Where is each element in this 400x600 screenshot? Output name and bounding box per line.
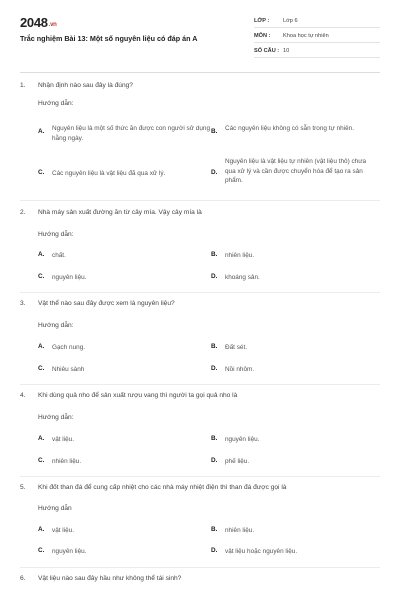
option-letter: D. <box>211 365 218 372</box>
question-text: Vật thể nào sau đây được xem là nguyên liệu? <box>38 300 175 307</box>
option-text: nguyên liệu. <box>52 274 87 281</box>
question-number: 1. <box>20 82 26 89</box>
question-number: 4. <box>20 392 26 399</box>
option-text: Đất sét. <box>225 344 248 351</box>
option-letter: D. <box>211 169 218 176</box>
option-text: nguyên liệu. <box>52 548 87 555</box>
logo-text: 2048 <box>20 15 48 30</box>
question-divider <box>20 567 380 568</box>
question-number: 2. <box>20 209 26 216</box>
question-number: 3. <box>20 300 26 307</box>
option-letter: B. <box>211 526 218 533</box>
meta-value: Khoa học tự nhiên <box>283 33 329 39</box>
option-text: Nguyên liệu là một số thức ăn được con người sử dụng hằng ngày. <box>52 125 211 142</box>
guide-label: Hướng dẫn: <box>38 100 74 107</box>
option-letter: B. <box>211 128 218 135</box>
question-text: Nhà máy sản xuất đường ăn từ cây mía. Vậy cây mía là <box>38 209 202 216</box>
option-text: khoáng sản. <box>225 274 260 281</box>
meta-value: 10 <box>283 48 290 54</box>
option-text: nguyên liệu. <box>225 436 260 443</box>
question-number: 6. <box>20 575 26 582</box>
option-letter: C. <box>38 273 45 280</box>
option-letter: C. <box>38 547 45 554</box>
option-text: Gạch nung. <box>52 344 86 351</box>
question-divider <box>20 476 380 477</box>
option-text: Nhiêu sành <box>52 366 85 373</box>
option-letter: D. <box>211 273 218 280</box>
option-letter: B. <box>211 435 218 442</box>
option-letter: B. <box>211 251 218 258</box>
option-letter: D. <box>211 547 218 554</box>
question-text: Vật liệu nào sau đây hầu như không thể tái sinh? <box>38 575 182 582</box>
guide-label: Hướng dẫn: <box>38 414 74 421</box>
option-text: Nồi nhôm. <box>225 366 255 373</box>
question-text: Nhận định nào sau đây là đúng? <box>38 82 133 89</box>
question-text: Khi dùng quả nho để sản xuất rượu vang thì người ta gọi quả nho là <box>38 392 238 399</box>
option-text: phế liệu. <box>225 458 250 465</box>
option-text: chất. <box>52 252 66 259</box>
option-text: Các nguyên liệu là vật liệu đã qua xử lý. <box>52 170 166 177</box>
document-title: Trắc nghiệm Bài 13: Một số nguyên liệu có đáp án A <box>20 34 198 43</box>
meta-key: LỚP : <box>254 18 270 24</box>
meta-value: Lớp 6 <box>283 18 298 24</box>
option-letter: A. <box>38 343 45 350</box>
meta-row-subject <box>254 29 380 43</box>
option-text: Các nguyên liệu không có sẵn trong tự nhiên. <box>225 125 354 132</box>
question-divider <box>20 292 380 293</box>
option-letter: A. <box>38 435 45 442</box>
header-divider <box>20 72 380 73</box>
question-divider <box>20 384 380 385</box>
option-text: nhiên liệu. <box>225 527 255 534</box>
option-letter: A. <box>38 128 45 135</box>
document-header <box>0 0 400 72</box>
option-text: nhiên liệu. <box>225 252 255 259</box>
question-text: Khi đốt than đá để cung cấp nhiệt cho các nhà máy nhiệt điện thì than đá được gọi là <box>38 484 287 491</box>
option-text: vật liệu. <box>52 527 75 534</box>
meta-row-class <box>254 14 380 28</box>
option-letter: C. <box>38 365 45 372</box>
option-letter: C. <box>38 457 45 464</box>
meta-row-count <box>254 44 380 58</box>
option-text: vật liệu hoặc nguyên liệu. <box>225 548 298 555</box>
option-letter: A. <box>38 251 45 258</box>
option-text: vật liệu. <box>52 436 75 443</box>
option-letter: A. <box>38 526 45 533</box>
question-number: 5. <box>20 484 26 491</box>
question-divider <box>20 200 380 201</box>
guide-label: Hướng dẫn <box>38 505 72 512</box>
meta-key: MÔN : <box>254 33 271 39</box>
option-text: Nguyên liệu là vật liệu tự nhiên (vật liệu thô) chưa qua xử lý và cần được chuyển hóa để tạo ra sản phẩm. <box>225 158 367 184</box>
logo-suffix: .vn <box>48 22 57 28</box>
meta-key: SỐ CÂU : <box>254 48 280 54</box>
guide-label: Hướng dẫn: <box>38 322 74 329</box>
site-logo[interactable] <box>20 15 57 30</box>
option-letter: B. <box>211 343 218 350</box>
option-text: nhiên liệu. <box>52 458 82 465</box>
option-letter: C. <box>38 169 45 176</box>
guide-label: Hướng dẫn: <box>38 231 74 238</box>
option-letter: D. <box>211 457 218 464</box>
